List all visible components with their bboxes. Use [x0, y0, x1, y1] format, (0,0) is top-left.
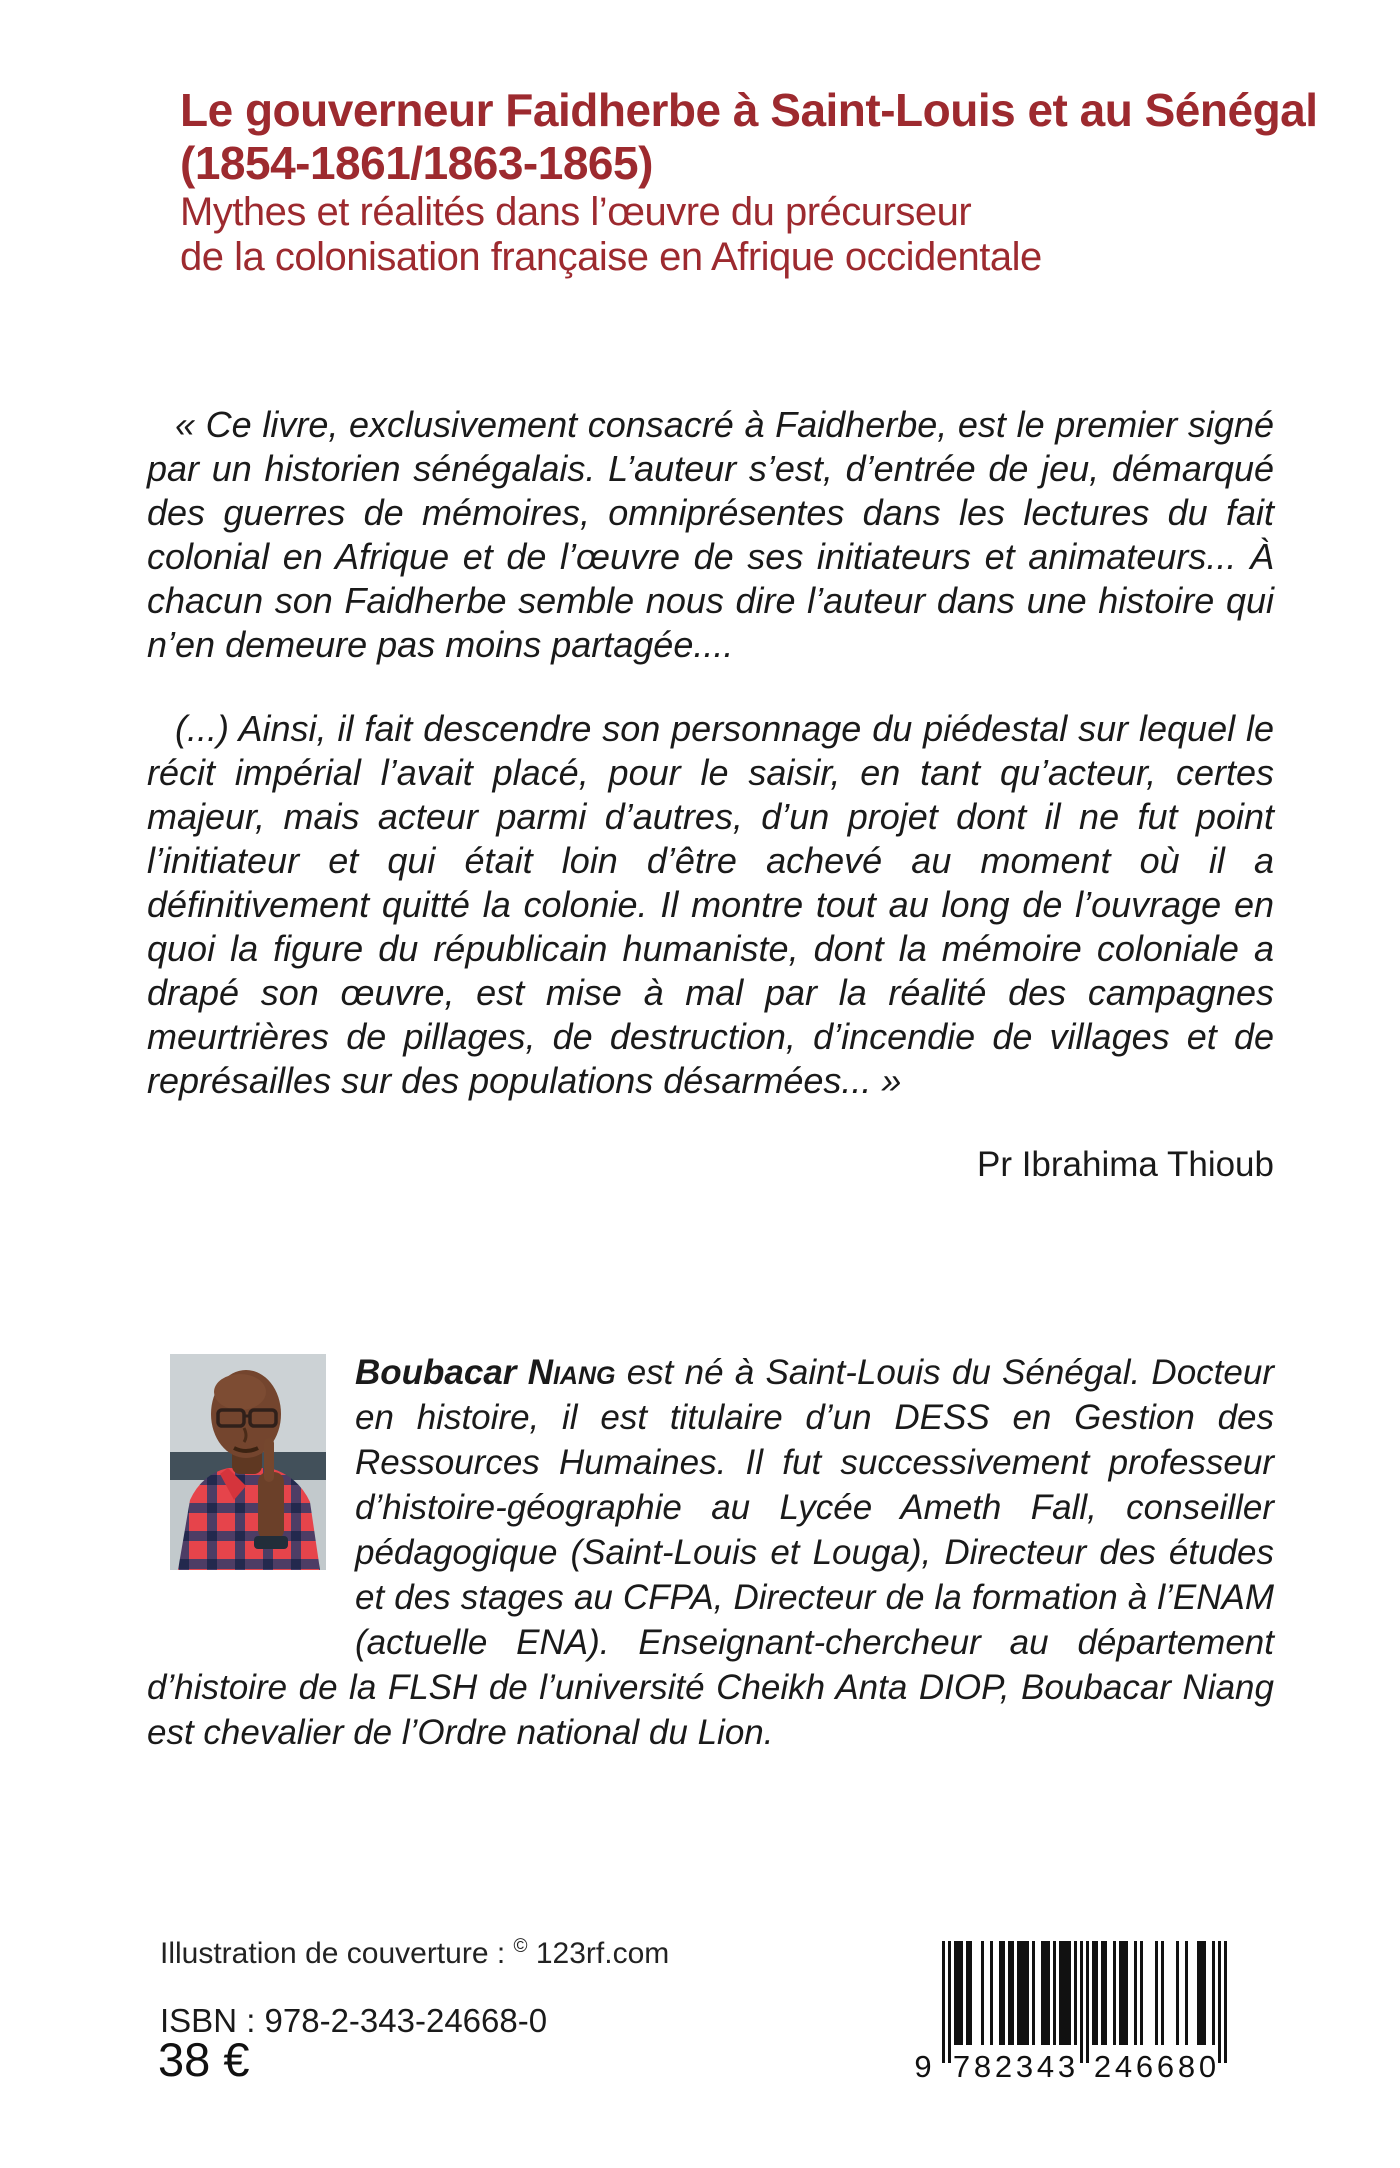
- svg-text:4: 4: [1114, 2049, 1133, 2081]
- copyright-symbol: ©: [513, 1936, 528, 1957]
- barcode-bars: [905, 1941, 1227, 2081]
- ean13-barcode: [905, 1941, 1227, 2081]
- book-title-line1: Le gouverneur Faidherbe à Saint-Louis et au Sénégal: [180, 84, 1318, 136]
- author-bio-section: [147, 1350, 1274, 1755]
- svg-text:7: 7: [952, 2049, 971, 2081]
- cover-illustration-credit: [160, 1936, 669, 1971]
- svg-text:3: 3: [1015, 2049, 1034, 2081]
- isbn-text: ISBN : 978-2-343-24668-0: [160, 2002, 548, 2039]
- author-hand: [258, 1472, 284, 1540]
- author-photo: [170, 1354, 326, 1570]
- review-quote: [147, 403, 1274, 1227]
- quote-paragraph-1: « Ce livre, exclusivement consacré à Faidherbe, est le premier signé par un historien sénégalais. L’auteur s’est, d’entrée de jeu, démarqué des guerres de mémoires, omniprésentes dans les lectures du fait colonial en Afrique et de l’œuvre de ses initiateurs et animateurs... À chacun son Faidherbe semble nous dire l’auteur dans une histoire qui n’en demeure pas moins partagée....: [147, 404, 1274, 665]
- author-first-name: Boubacar: [355, 1353, 517, 1392]
- author-name: [355, 1353, 615, 1392]
- author-last-name: Niang: [527, 1353, 616, 1392]
- svg-text:2: 2: [994, 2049, 1013, 2081]
- author-bio-body: est né à Saint-Louis du Sénégal. Docteur en histoire, il est titulaire d’un DESS en Gestion des Ressources Humaines. Il fut successivement professeur d’histoire-géographie au Lycée Ameth Fall, conseiller pédagogique (Saint-Louis et Louga), Directeur des études et des stages au CFPA, Directeur de la formation à l’ENAM (actuelle ENA). Enseignant-chercheur au département d’histoire de la FLSH de l’université Cheikh Anta DIOP, Boubacar Niang est chevalier de l’Ordre national du Lion.: [147, 1353, 1274, 1752]
- author-photo-frame: [147, 1350, 355, 1665]
- svg-text:6: 6: [1135, 2049, 1154, 2081]
- credit-source: 123rf.com: [527, 1937, 670, 1970]
- quote-attribution: Pr Ibrahima Thioub: [976, 1145, 1274, 1184]
- title-block: [180, 84, 1340, 280]
- svg-text:8: 8: [1177, 2049, 1196, 2081]
- credit-label: Illustration de couverture :: [160, 1937, 514, 1970]
- svg-text:3: 3: [1057, 2049, 1076, 2081]
- book-subtitle-line2: de la colonisation française en Afrique occidentale: [180, 235, 1042, 279]
- wrist-watch: [254, 1536, 288, 1549]
- price-text: 38 €: [158, 2033, 250, 2086]
- quote-paragraph-2: (...) Ainsi, il fait descendre son personnage du piédestal sur lequel le récit impérial l’avait placé, pour le saisir, en tant qu’acteur, certes majeur, mais acteur parmi d’autres, d’un projet dont il ne fut point l’initiateur et qui était loin d’être achevé au moment où il a définitivement quitté la colonie. Il montre tout au long de l’ouvrage en quoi la figure du républicain humaniste, dont la mémoire coloniale a drapé son œuvre, est mise à mal par la réalité des campagnes meurtrières de pillages, de destruction, d’incendie de villages et de représailles sur des populations désarmées... »: [147, 708, 1274, 1101]
- svg-text:4: 4: [1036, 2049, 1055, 2081]
- book-subtitle-line1: Mythes et réalités dans l’œuvre du précurseur: [180, 190, 972, 234]
- svg-text:8: 8: [973, 2049, 992, 2081]
- svg-text:0: 0: [1198, 2049, 1217, 2081]
- svg-text:2: 2: [1093, 2049, 1112, 2081]
- book-title-line2: (1854-1861/1863-1865): [180, 137, 653, 189]
- svg-text:6: 6: [1156, 2049, 1175, 2081]
- svg-text:9: 9: [914, 2049, 932, 2081]
